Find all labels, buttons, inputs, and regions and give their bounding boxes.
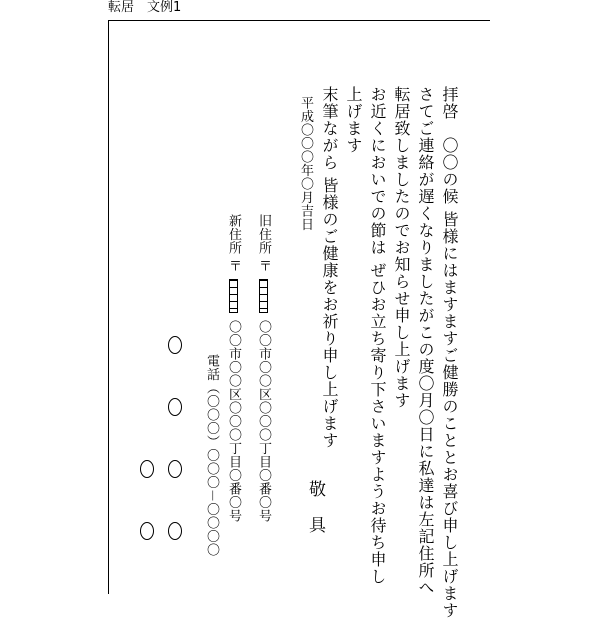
name-placeholder-circle: [168, 398, 182, 416]
letter-line-6: 末筆ながら 皆様のご健康をお祈り申し上げます: [320, 86, 339, 450]
old-address-block: [254, 214, 272, 522]
name-placeholder-circle: [168, 336, 182, 354]
date: 平成〇〇〇年〇月吉日: [298, 96, 313, 231]
new-address-block: [224, 214, 242, 522]
old-postal-mark: 〒: [256, 259, 271, 273]
letter-line-4: お近くにおいでの節は ぜひお立ち寄り下さいますようお待ち申し: [368, 86, 387, 586]
closing: 敬 具: [305, 480, 325, 534]
old-address-text: 〇〇市〇〇区〇〇〇丁目〇番〇号: [256, 319, 271, 523]
phone: 電話（〇〇〇）〇〇〇－〇〇〇〇: [204, 354, 219, 557]
new-address-text: 〇〇市〇〇区〇〇〇丁目〇番〇号: [226, 319, 241, 523]
name-placeholder-circle: [168, 522, 182, 540]
name-placeholder-circle: [140, 522, 154, 540]
new-address-label: 新住所: [226, 214, 241, 255]
old-address-label: 旧住所: [256, 214, 271, 255]
letter-line-5: 上げます: [344, 86, 363, 154]
name-placeholder-circle: [168, 460, 182, 478]
new-postal-code-box: [229, 279, 238, 313]
letter-line-1: 拝啓 〇〇の候 皆様にはますますご健勝のこととお喜び申し上げます: [440, 86, 459, 619]
sheet-title: 転居 文例1: [108, 0, 182, 15]
letter-line-2: さてご連絡が遅くなりましたがこの度〇月〇日に私達は左記住所へ: [416, 86, 435, 596]
letter-line-3: 転居致しましたのでお知らせ申し上げます: [392, 86, 411, 409]
new-postal-mark: 〒: [226, 259, 241, 273]
name-placeholder-circle: [140, 460, 154, 478]
old-postal-code-box: [259, 279, 268, 313]
